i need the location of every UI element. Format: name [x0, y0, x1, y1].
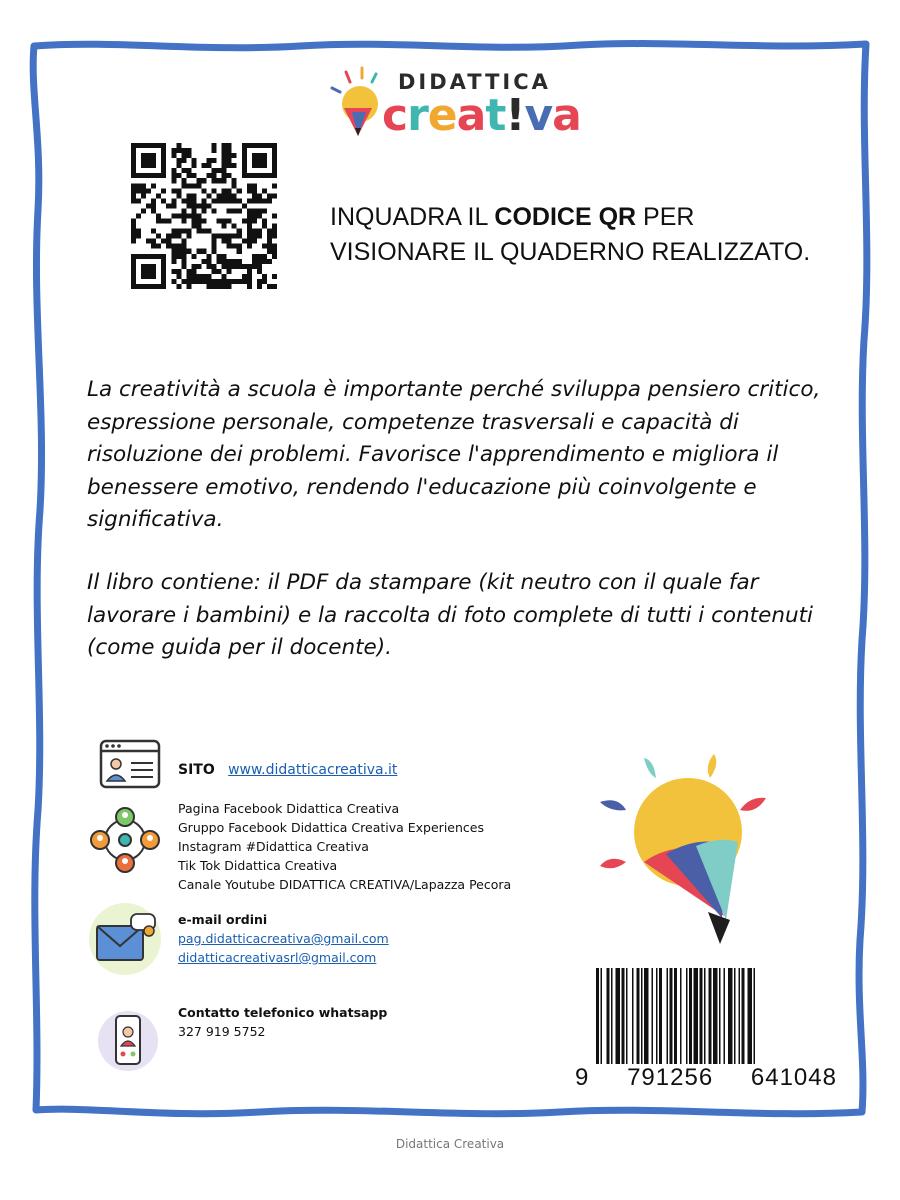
logo-letter: v: [524, 90, 553, 141]
logo-letter: a: [552, 90, 581, 141]
social-item-facebook-page: Pagina Facebook Didattica Creativa: [178, 801, 400, 816]
site-label: SITO: [178, 762, 215, 778]
logo-creativa-text: [382, 92, 581, 140]
barcode: [596, 968, 836, 1064]
barcode-digit-group-1: 791256: [627, 1064, 714, 1091]
logo-letter: r: [407, 90, 428, 141]
site-link[interactable]: www.didatticacreativa.it: [228, 762, 398, 778]
qr-caption-line2: VISIONARE IL QUADERNO REALIZZATO.: [330, 238, 811, 266]
email-link-2[interactable]: didatticacreativasrl@gmail.com: [178, 950, 377, 965]
email-block: [178, 910, 389, 967]
phone-label: Contatto telefonico whatsapp: [178, 1005, 388, 1020]
logo-letter: c: [382, 90, 408, 141]
social-item-youtube: Canale Youtube DIDATTICA CREATIVA/Lapazza Pecora: [178, 877, 512, 892]
site-row: [178, 761, 397, 780]
email-link-1[interactable]: pag.didatticacreativa@gmail.com: [178, 931, 389, 946]
website-icon: [99, 739, 161, 789]
phone-number: 327 919 5752: [178, 1024, 266, 1039]
logo-letter: e: [427, 90, 457, 141]
page-footer: Didattica Creativa: [395, 1137, 505, 1151]
phone-icon: [96, 1008, 160, 1074]
paragraph-creativity: La creatività a scuola è importante perché sviluppa pensiero critico, espressione personale, competenze trasversali e capacità di risoluzione dei problemi. Favorisce l'apprendimento e migliora il benessere emotivo, rendendo l'educazione più coinvolgente e significativa.: [87, 377, 821, 532]
barcode-digit-group-2: 641048: [750, 1064, 837, 1091]
qr-code[interactable]: [131, 143, 277, 289]
qr-caption: [330, 200, 870, 270]
qr-caption-suffix: PER: [636, 203, 695, 231]
social-list: [178, 799, 511, 894]
logo-letter: !: [505, 90, 525, 141]
social-item-tiktok: Tik Tok Didattica Creativa: [178, 858, 338, 873]
email-label: e-mail ordini: [178, 912, 268, 927]
barcode-digits: [575, 1064, 837, 1092]
logo-letter: a: [456, 90, 486, 141]
logo-letter: t: [485, 90, 506, 141]
logo-didattica-text: DIDATTICA: [398, 70, 551, 94]
email-icon: [87, 902, 163, 976]
qr-caption-prefix: INQUADRA IL: [330, 203, 495, 231]
lightbulb-pencil-icon: [596, 750, 776, 950]
phone-block: [178, 1003, 387, 1041]
social-network-icon: [87, 806, 163, 874]
social-item-instagram: Instagram #Didattica Creativa: [178, 839, 369, 854]
qr-caption-bold: CODICE QR: [494, 203, 637, 231]
barcode-digit-prefix: 9: [575, 1064, 590, 1091]
social-item-facebook-group: Gruppo Facebook Didattica Creativa Experiences: [178, 820, 484, 835]
paragraph-book-contents: Il libro contiene: il PDF da stampare (kit neutro con il quale far lavorare i bambini) e la raccolta di foto complete di tutti i contenuti (come guida per il docente).: [87, 570, 813, 660]
